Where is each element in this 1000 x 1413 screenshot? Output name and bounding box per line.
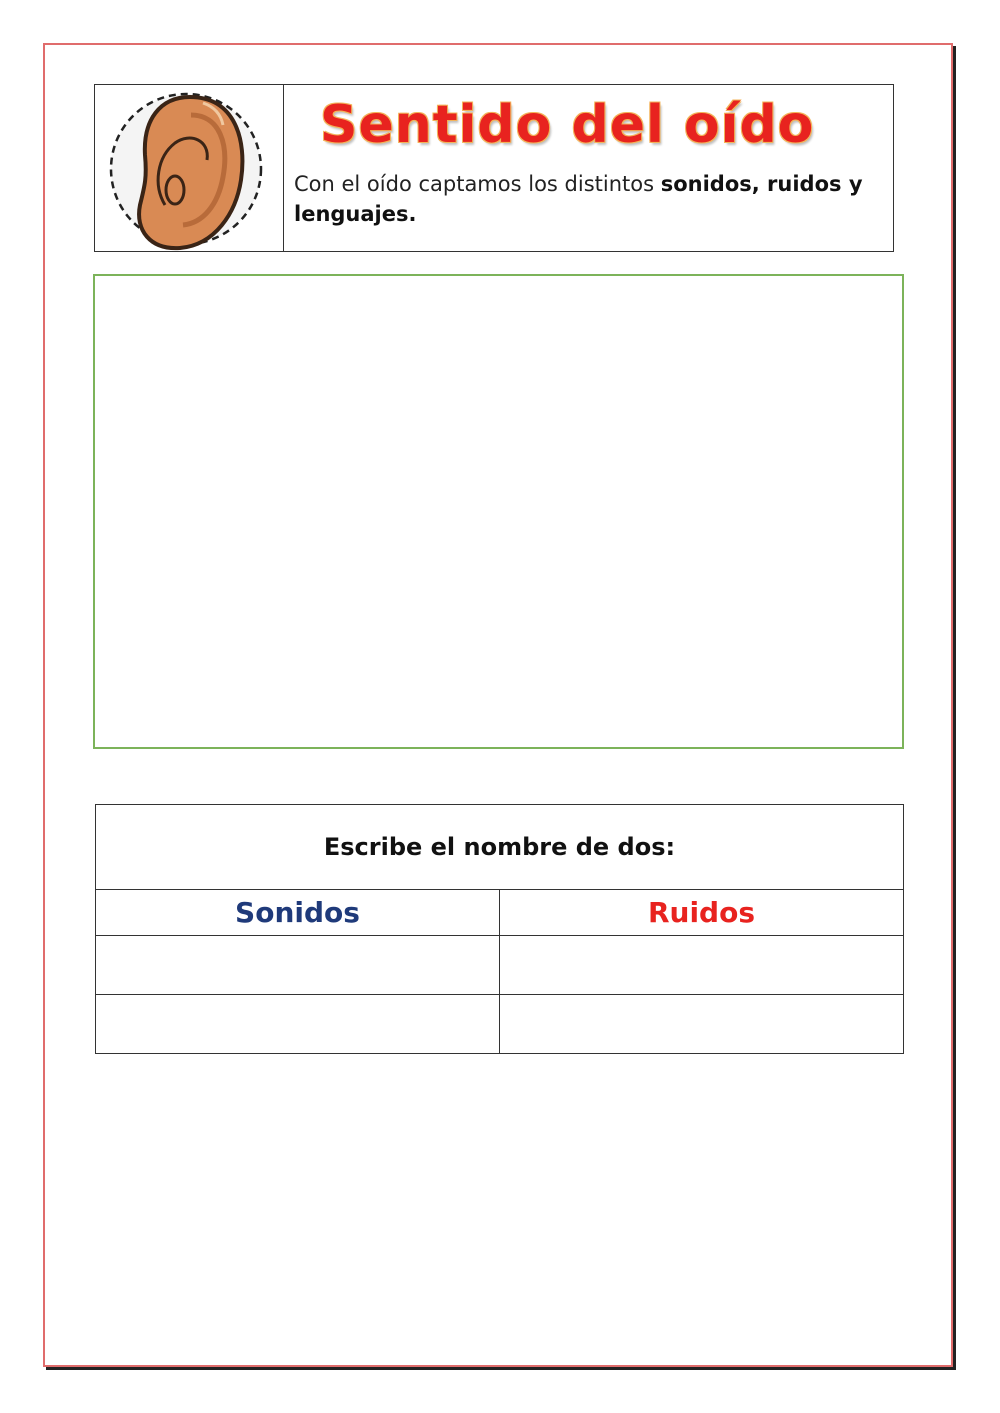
header-text-cell (284, 85, 893, 251)
column-header-ruidos: Ruidos (500, 890, 904, 936)
worksheet-title: Sentido del oído (320, 95, 815, 155)
column-header-sonidos: Sonidos (96, 890, 500, 936)
drawing-area[interactable] (93, 274, 904, 749)
ear-image-cell (95, 85, 284, 251)
answer-cell-sonidos-1[interactable] (96, 936, 500, 995)
answer-table (95, 804, 904, 1054)
ear-icon (95, 85, 284, 251)
answer-cell-sonidos-2[interactable] (96, 995, 500, 1054)
instruction-row (96, 805, 904, 890)
intro-text (294, 169, 884, 229)
header-box (94, 84, 894, 252)
answer-cell-ruidos-1[interactable] (500, 936, 904, 995)
answer-row (96, 995, 904, 1054)
header-row (96, 890, 904, 936)
answer-row (96, 936, 904, 995)
answer-cell-ruidos-2[interactable] (500, 995, 904, 1054)
instruction-text: Escribe el nombre de dos: (96, 805, 904, 890)
intro-text-regular: Con el oído captamos los distintos (294, 172, 661, 196)
intro-text-bold: sonidos, ruidos y lenguajes. (294, 172, 863, 226)
